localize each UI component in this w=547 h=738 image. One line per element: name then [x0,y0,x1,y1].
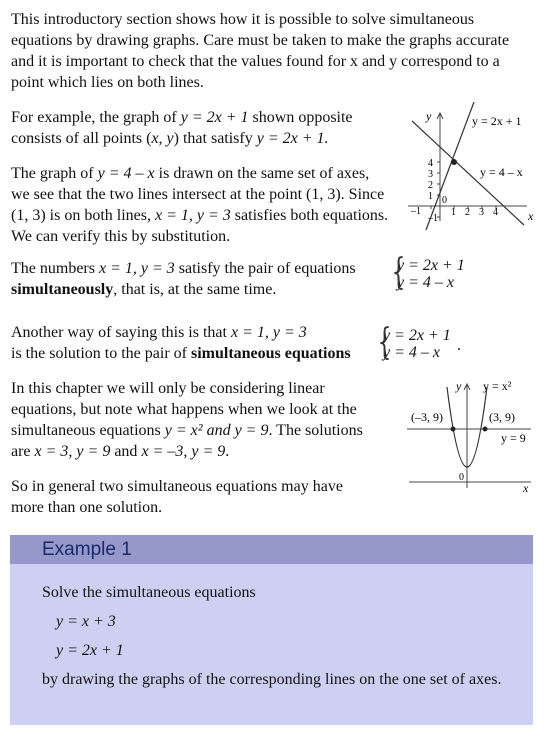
origin-label: 0 [459,472,464,483]
p5-solution-1: x = 3, y = 9 [34,443,111,460]
line-y-equals-9-label: y = 9 [501,431,526,445]
p2-text-b: is drawn on the same set of axes, we see that the two lines intersect at the point (1, 3). Since (1, 3) is on both lines, [11,165,385,224]
example-equation-1-text: y = x + 3 [56,613,116,630]
p2-text-d: satisfies both equations. We can verify this by substitution. [11,207,389,245]
p5-text-e: and [110,443,142,460]
brace-icon: { [377,322,392,363]
example-intro: Solve the simultaneous equations [42,584,256,601]
x-tick-label: 1 [451,207,456,218]
p1-equation: y = 2x + 1 [180,109,249,126]
paragraph-conclusion: So in general two simultaneous equations may have more than one solution. [11,478,343,516]
intersection-point [451,159,457,165]
p2-equation: y = 4 – x [97,165,155,182]
p1-equation-2: y = 2x + 1. [256,130,329,147]
p3-values: x = 1, y = 3 [98,260,175,277]
example-equation-2 [56,640,512,661]
p3-text-d: , that is, at the same time. [113,281,277,298]
p4-text-a: Another way of saying this is that [11,324,231,341]
left-point-label: (–3, 9) [411,410,443,424]
p1-text-c: ) that satisfy [173,130,257,147]
p1-text-a: For example, the graph of [11,109,181,126]
p3-text-c: satisfy the pair of equations [174,260,356,277]
y-tick-label: 1 [428,191,433,202]
y-axis-label: y [456,379,462,393]
p3-equation-2: y = 4 – x [397,274,454,291]
paragraph-graph-4-minus-x [11,163,389,247]
x-tick-label: 2 [465,207,470,218]
p4-equation-1: y = 2x + 1 [383,327,451,344]
x-axis-label: x [523,481,529,495]
p4-equation-2: y = 4 – x [383,344,440,361]
p5-text-g: . [225,443,230,460]
x-tick-label: 4 [493,207,498,218]
paragraph-graph-2x-plus-1 [11,107,356,149]
p3-equation-pair [389,252,465,293]
p2-solution: x = 1, y = 3 [155,207,231,224]
x-axis-label: x [528,209,534,223]
example-header [10,535,533,564]
p1-text-b: shown opposite consists of all points ( [11,109,353,147]
graph-linear-intersection [402,108,542,228]
example-title: Example 1 [42,539,132,560]
p1-point: x, y [151,130,174,147]
graph-1-svg [402,108,542,228]
y-tick-label: 2 [428,180,433,191]
paragraph-solution [11,322,481,364]
example-equation-1 [56,611,512,632]
y-tick-label: –1 [428,213,438,224]
parabola-label: y = x² [483,379,512,393]
x-tick-label: –1 [411,206,421,217]
y-tick-label: 4 [428,158,433,169]
example-instructions: by drawing the graphs of the corresponding lines on the one set of axes. [42,671,502,688]
p3-bold-term: simultaneously [11,281,114,298]
p5-equations: y = x² and y = 9 [164,422,269,439]
p3-text-a: The numbers [11,260,99,277]
p5-solution-2: x = –3, y = 9 [141,443,226,460]
paragraph-nonlinear [11,378,371,462]
p4-equation-pair [375,322,451,363]
example-box [10,535,533,725]
y-axis-label: y [426,109,432,123]
p2-text-a: The graph of [11,165,98,182]
p5-text-a: In this chapter we will only be considering linear equations, but note what happens when we look at the simultaneous equations [11,380,357,439]
y-tick-label: 3 [428,169,433,180]
p5-text-c: . The solutions are [11,422,363,460]
line-4-minus-x-label: y = 4 – x [480,165,523,179]
intersection-point-left [451,427,456,432]
example-equation-2-text: y = 2x + 1 [56,642,124,659]
paragraph-simultaneously [11,252,481,300]
line-2x-plus-1-label: y = 2x + 1 [472,114,522,128]
origin-label: 0 [442,195,447,206]
graph-parabola-intersection [405,378,540,493]
intro-paragraph: This introductory section shows how it is possible to solve simultaneous equations by drawing graphs. Care must be taken to make the graphs accurate and it is important to check that the values found for x and y correspond to a point which lies on both lines. [11,11,510,91]
p4-text-c: is the solution to the pair of [11,345,191,362]
brace-icon: { [391,252,406,293]
graph-2-svg [405,378,540,493]
intersection-point-right [483,427,488,432]
p3-equation-1: y = 2x + 1 [397,257,465,274]
p4-bold-term: simultaneous equations [190,345,351,362]
p4-values: x = 1, y = 3 [230,324,307,341]
example-body [42,582,512,690]
p4-period: . [457,337,461,354]
right-point-label: (3, 9) [489,410,515,424]
x-tick-label: 3 [479,207,484,218]
